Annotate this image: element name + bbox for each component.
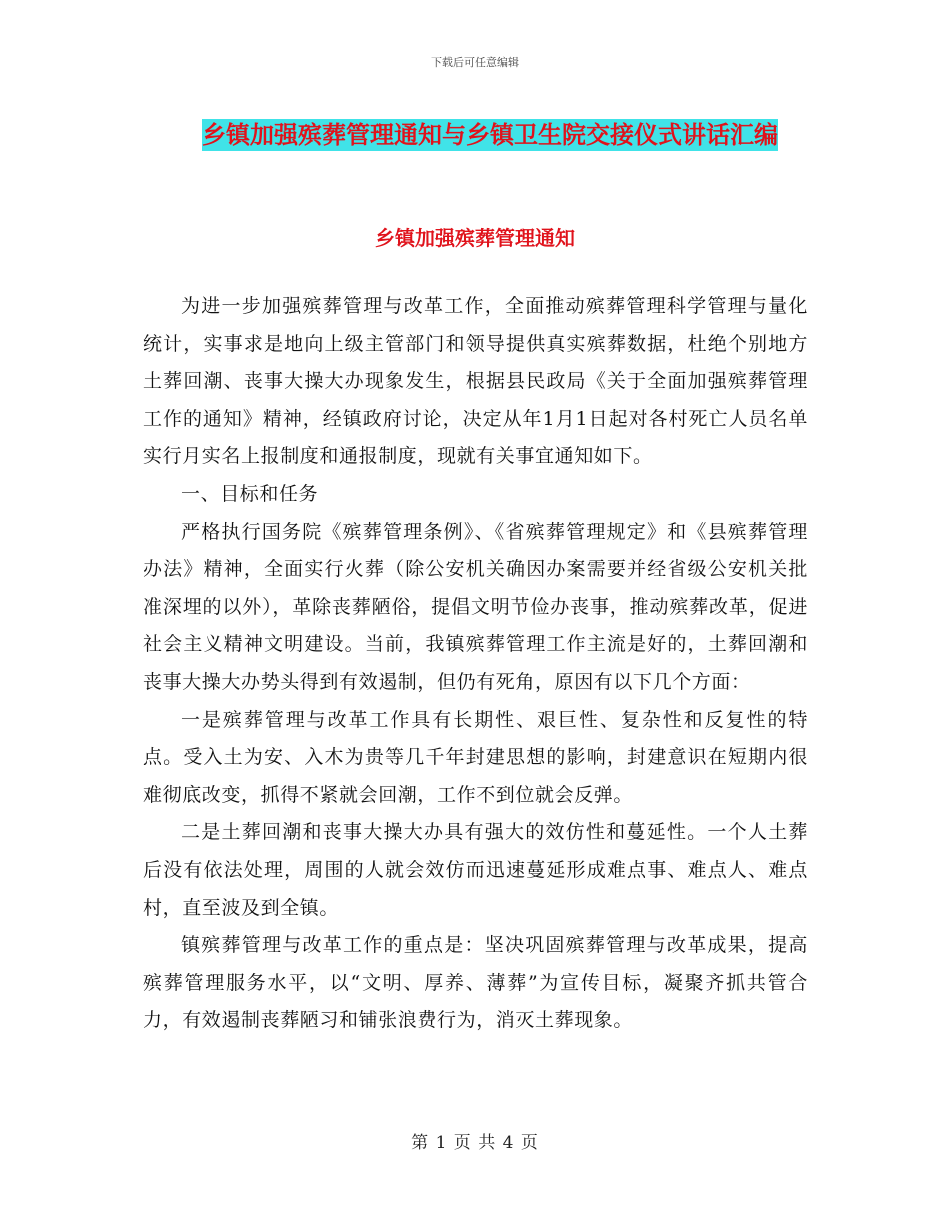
page-number-footer: 第 1 页 共 4 页 [411,1133,539,1153]
header-note: 下载后可任意编辑 [431,56,519,69]
section-title: 乡镇加强殡葬管理通知 [375,226,575,250]
document-title [170,112,810,158]
body-text [143,288,808,1040]
paragraph-focus: 镇殡葬管理与改革工作的重点是：坚决巩固殡葬管理与改革成果，提高殡葬管理服务水平，以“文明、厚养、薄葬”为宣传目标，凝聚齐抓共管合力，有效遏制丧葬陋习和铺张浪费行为，消灭土葬现象。 [143,934,808,1032]
paragraph-reason-one: 一是殡葬管理与改革工作具有长期性、艰巨性、复杂性和反复性的特点。受入土为安、入木为贵等几千年封建思想的影响，封建意识在短期内很难彻底改变，抓得不紧就会回潮，工作不到位就会反弹。 [143,708,808,806]
paragraph-regulations: 严格执行国务院《殡葬管理条例》、《省殡葬管理规定》和《县殡葬管理办法》精神，全面实行火葬（除公安机关确因办案需要并经省级公安机关批准深埋的以外），革除丧葬陋俗，提倡文明节俭办丧事，推动殡葬改革，促进社会主义精神文明建设。当前，我镇殡葬管理工作主流是好的，土葬回潮和丧事大操大办势头得到有效遏制，但仍有死角，原因有以下几个方面： [143,520,808,693]
document-title-text: 乡镇加强殡葬管理通知与乡镇卫生院交接仪式讲话汇编 [202,121,778,149]
paragraph-intro: 为进一步加强殡葬管理与改革工作，全面推动殡葬管理科学管理与量化统计，实事求是地向上级主管部门和领导提供真实殡葬数据，杜绝个别地方土葬回潮、丧事大操大办现象发生，根据县民政局《关于全面加强殡葬管理工作的通知》精神，经镇政府讨论，决定从年1月1日起对各村死亡人员名单实行月实名上报制度和通报制度，现就有关事宜通知如下。 [143,295,808,468]
paragraph-reason-two: 二是土葬回潮和丧事大操大办具有强大的效仿性和蔓延性。一个人土葬后没有依法处理，周围的人就会效仿而迅速蔓延形成难点事、难点人、难点村，直至波及到全镇。 [143,821,808,919]
paragraph-heading-goals: 一、目标和任务 [181,482,319,505]
